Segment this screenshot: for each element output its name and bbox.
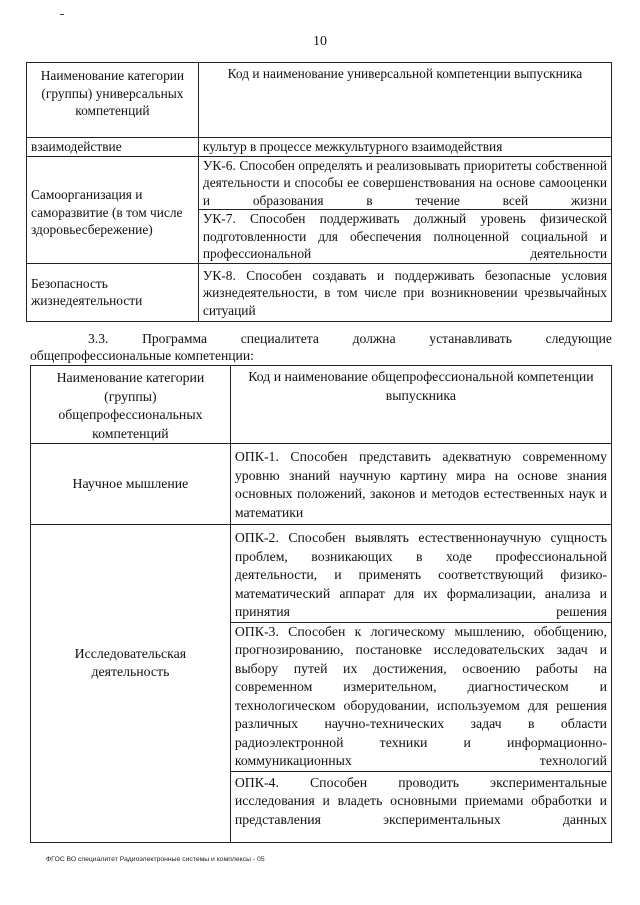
table-row <box>27 156 612 210</box>
document-footer: ФГОС ВО специалитет Радиоэлектронные системы и комплексы - 05 <box>46 856 265 863</box>
competence-opk2: ОПК-2. Способен выявлять естественнонаучную сущность проблем, возникающих в ходе профессиональной деятельности, и применять соответствующий физико-математический аппарат для их формализации, анализа и принятия решения <box>230 525 611 623</box>
category-cell: Исследовательская деятельность <box>31 525 231 843</box>
header-competence: Код и наименование общепрофессиональной компетенции выпускника <box>230 366 611 444</box>
paragraph-line: общепрофессиональные компетенции: <box>30 348 254 363</box>
category-cell: Научное мышление <box>31 444 231 525</box>
table-row <box>31 444 612 525</box>
category-cell: взаимодействие <box>27 138 199 157</box>
word: устанавливать <box>429 331 512 346</box>
competence-uk7: УК-7. Способен поддерживать должный уровень физической подготовленности для обеспечения полноценной социальной и профессиональной деятельности <box>198 210 611 264</box>
category-cell: Самоорганизация и саморазвитие (в том числе здоровьесбережение) <box>27 156 199 263</box>
word: должна <box>352 331 396 346</box>
competence-uk8: УК-8. Способен создавать и поддерживать безопасные условия жизнедеятельности, в том числе при возникновении чрезвычайных ситуаций <box>198 263 611 321</box>
competence-opk3: ОПК-3. Способен к логическому мышлению, обобщению, прогнозированию, постановке исследовательских задач и выбору путей их достижения, освоению работы на современном измерительном, диагностическом и технологическом оборудовании, используемом для решения различных научно-технических задач в области радиоэлектронной техники и информационно-коммуникационных технологий <box>230 622 611 771</box>
header-competence: Код и наименование универсальной компетенции выпускника <box>198 63 611 138</box>
word: следующие <box>545 331 612 346</box>
table-header-row <box>27 63 612 138</box>
word: специалитета <box>240 331 319 346</box>
paragraph-line <box>64 330 612 347</box>
universal-competencies-table <box>26 62 612 322</box>
competence-opk1: ОПК-1. Способен представить адекватную современному уровню знаний научную картину мира на основе знания основных положений, законов и методов естественных наук и математики <box>230 444 611 525</box>
competence-cell: культур в процессе межкультурного взаимодействия <box>198 138 611 157</box>
table-row <box>27 263 612 321</box>
general-professional-competencies-table <box>30 365 612 843</box>
competence-opk4: ОПК-4. Способен проводить экспериментальные исследования и владеть основными приемами обработки и представления экспериментальных данных <box>230 771 611 842</box>
table-row <box>31 525 612 623</box>
table-row <box>27 138 612 157</box>
header-category: Наименование категории (группы) общепрофессиональных компетенций <box>31 366 231 444</box>
section-paragraph <box>30 330 612 364</box>
competence-uk6: УК-6. Способен определять и реализовывать приоритеты собственной деятельности и способы ее совершенствования на основе самооценки и образования в течение всей жизни <box>198 156 611 210</box>
category-cell: Безопасность жизнедеятельности <box>27 263 199 321</box>
section-number: 3.3. <box>88 331 109 346</box>
word: Программа <box>142 331 208 346</box>
header-category: Наименование категории (группы) универсальных компетенций <box>27 63 199 138</box>
scan-mark <box>60 14 64 15</box>
page-number: 10 <box>313 34 327 49</box>
table-header-row <box>31 366 612 444</box>
